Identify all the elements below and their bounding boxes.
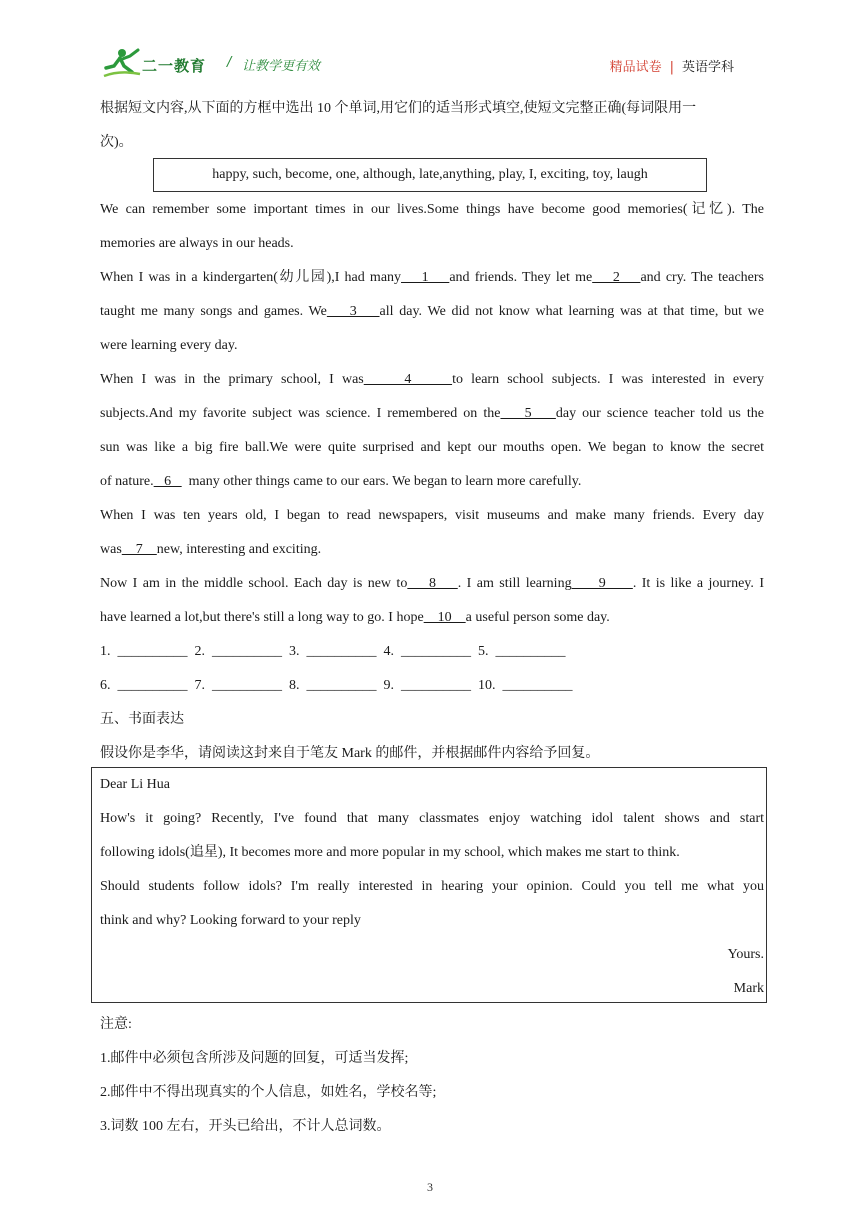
letter-box <box>91 767 767 1003</box>
blank-9: 9 <box>571 576 633 591</box>
passage-text: new, interesting and exciting. <box>156 542 322 557</box>
instruction-line-2: 次)。 <box>100 135 133 150</box>
passage-text: When I was in the primary school, I was <box>100 372 364 387</box>
answer-row-2[interactable]: 6. __________ 7. __________ 8. __________ 9. __________ 10. __________ <box>100 678 573 693</box>
tag-separator: | <box>669 60 674 75</box>
passage-text: Now I am in the middle school. Each day is new to <box>100 576 408 591</box>
blank-10: 10 <box>423 610 466 625</box>
passage-line: memories are always in our heads. <box>100 236 294 251</box>
passage-line <box>100 533 764 567</box>
blank-7: 7 <box>121 542 157 557</box>
passage-line: We can remember some important times in our lives.Some things have become good memories(记忆). The <box>100 202 764 217</box>
passage-text: taught me many songs and games. We <box>100 304 327 319</box>
passage-text: many other things came to our ears. We began to learn more carefully. <box>181 474 582 489</box>
blank-6: 6 <box>153 474 182 489</box>
passage-text: . I am still learning <box>457 576 572 591</box>
passage-text: . It is like a journey. I <box>632 576 764 591</box>
writing-prompt: 假设你是李华，请阅读这封来自于笔友 Mark 的邮件，并根据邮件内容给予回复。 <box>100 746 600 761</box>
passage-line <box>100 295 764 329</box>
passage-line: sun was like a big fire ball.We were quite surprised and kept our mouths open. We began to know the secret <box>100 440 764 455</box>
logo-text: 二一教育 <box>142 57 207 75</box>
blank-8: 8 <box>407 576 458 591</box>
blank-5: 5 <box>500 406 556 421</box>
note-item: 1.邮件中必须包含所涉及问题的回复，可适当发挥; <box>100 1051 409 1066</box>
letter-line: following idols(追星), It becomes more and more popular in my school, which makes me start to think. <box>100 845 680 860</box>
passage-line: were learning every day. <box>100 338 238 353</box>
notes <box>100 1008 764 1144</box>
passage-text: was <box>100 542 122 557</box>
tag-premium-paper: 精品试卷 <box>609 60 662 75</box>
blank-2: 2 <box>592 270 641 285</box>
blank-1: 1 <box>401 270 450 285</box>
passage-line <box>100 363 764 397</box>
passage-text: a useful person some day. <box>465 610 610 625</box>
passage-line <box>100 567 764 601</box>
letter-line: How's it going? Recently, I've found that many classmates enjoy watching idol talent shows and start <box>100 811 764 826</box>
page-header <box>100 44 762 84</box>
letter-signature: Mark <box>733 981 764 996</box>
slogan-separator: / <box>227 55 232 70</box>
passage-text: to learn school subjects. I was interested in every <box>452 372 765 387</box>
runner-logo-icon <box>100 46 144 80</box>
tag-subject: 英语学科 <box>681 60 734 75</box>
passage-line <box>100 601 764 635</box>
passage-text: day our science teacher told us the <box>555 406 764 421</box>
passage-text: When I was in a kindergarten(幼儿园),I had many <box>100 270 402 285</box>
passage-text: have learned a lot,but there's still a long way to go. I hope <box>100 610 424 625</box>
passage-text: and cry. The teachers <box>640 270 765 285</box>
slogan: 让教学更有效 <box>242 59 321 74</box>
header-tags <box>610 56 734 75</box>
passage-line <box>100 261 764 295</box>
passage-text: and friends. They let me <box>449 270 593 285</box>
note-item: 2.邮件中不得出现真实的个人信息，如姓名，学校名等; <box>100 1085 437 1100</box>
letter-line: think and why? Looking forward to your reply <box>100 913 361 928</box>
answer-row-1[interactable]: 1. __________ 2. __________ 3. __________ 4. __________ 5. __________ <box>100 644 566 659</box>
passage-line <box>100 465 764 499</box>
blank-3: 3 <box>326 304 380 319</box>
letter-content <box>100 768 764 1006</box>
exercise-content <box>100 92 764 160</box>
section-title: 五、书面表达 <box>100 712 184 727</box>
logo <box>100 46 220 80</box>
letter-closing: Yours. <box>727 947 764 962</box>
instruction-line-1: 根据短文内容,从下面的方框中选出 10 个单词,用它们的适当形式填空,使短文完整正确(每词限用一 <box>100 101 697 116</box>
word-box: happy, such, become, one, although, late,anything, play, I, exciting, toy, laugh <box>153 158 707 192</box>
passage-text: of nature. <box>100 474 154 489</box>
letter-greeting: Dear Li Hua <box>100 777 170 792</box>
passage-text: subjects.And my favorite subject was science. I remembered on the <box>100 406 501 421</box>
passage-line: When I was ten years old, I began to read newspapers, visit museums and make many friends. Every day <box>100 508 764 523</box>
blank-4: 4 <box>363 372 453 387</box>
passage-text: all day. We did not know what learning was at that time, but we <box>379 304 764 319</box>
passage-line <box>100 397 764 431</box>
note-item: 3.词数 100 左右，开头已给出，不计人总词数。 <box>100 1119 391 1134</box>
letter-line: Should students follow idols? I'm really interested in hearing your opinion. Could you tell me what you <box>100 879 764 894</box>
notes-title: 注意: <box>100 1017 132 1032</box>
page-number: 3 <box>427 1180 433 1194</box>
cloze-passage <box>100 193 764 771</box>
